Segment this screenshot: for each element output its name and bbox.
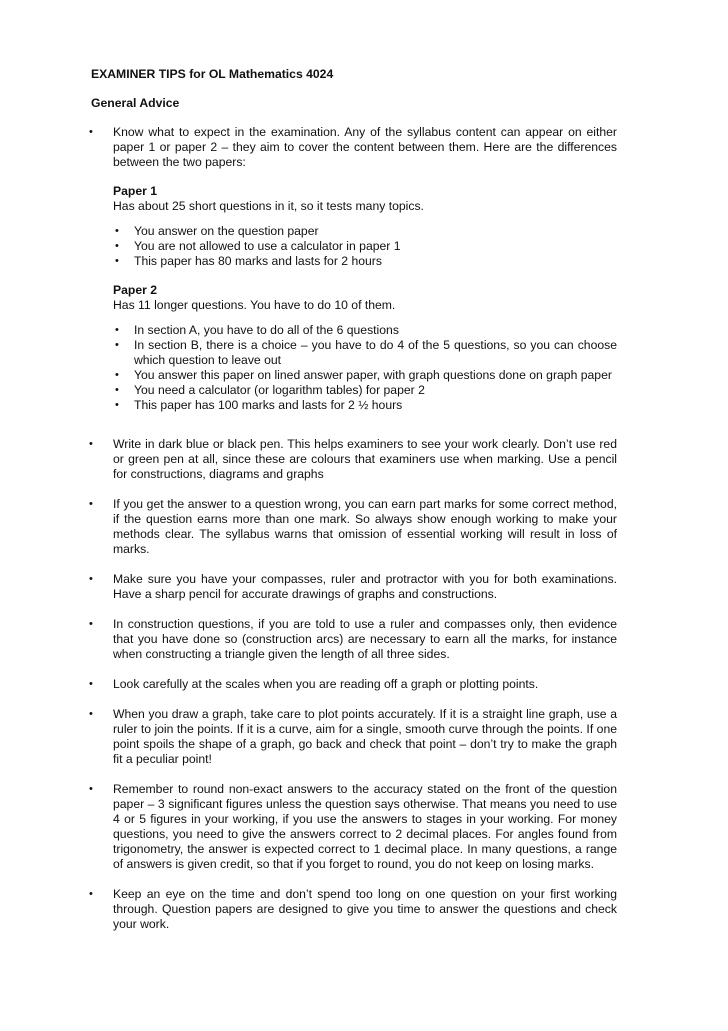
bullet-icon: • bbox=[89, 438, 93, 450]
advice-item bbox=[91, 887, 617, 932]
advice-item bbox=[91, 707, 617, 767]
list-item-text: You answer on the question paper bbox=[134, 224, 319, 238]
paper-points-list bbox=[113, 323, 617, 413]
list-item bbox=[113, 338, 617, 368]
advice-item bbox=[91, 782, 617, 872]
advice-item bbox=[91, 617, 617, 662]
advice-text: If you get the answer to a question wrong, you can earn part marks for some correct method, if the question earns more than one mark. So always show enough working to make your methods clear. The syllabus warns that omission of essential working will result in loss of marks. bbox=[113, 497, 617, 556]
list-item-text: In section B, there is a choice – you have to do 4 of the 5 questions, so you can choose which question to leave out bbox=[134, 338, 617, 367]
bullet-icon: • bbox=[89, 573, 93, 585]
advice-text: Keep an eye on the time and don’t spend too long on one question on your first working through. Question papers are designed to give you time to answer the questions and check your work. bbox=[113, 887, 617, 931]
bullet-icon: • bbox=[115, 225, 119, 237]
advice-text: Remember to round non-exact answers to the accuracy stated on the front of the question paper – 3 significant figures unless the question says otherwise. That means you need to use 4 or 5 figures in your working, if you use the answers to stages in your working. For money questions, you need to give the answers correct to 2 decimal places. For angles found from trigonometry, the answer is expected correct to 1 decimal place. In many questions, a range of answers is given credit, so that if you forget to round, you do not keep on losing marks. bbox=[113, 782, 617, 871]
advice-item bbox=[91, 677, 617, 692]
advice-text: Make sure you have your compasses, ruler and protractor with you for both examinations. Have a sharp pencil for accurate drawings of graphs and constructions. bbox=[113, 572, 617, 601]
list-item bbox=[113, 254, 617, 269]
paper-intro: Has 11 longer questions. You have to do 10 of them. bbox=[113, 298, 396, 312]
bullet-icon: • bbox=[115, 339, 119, 351]
list-item-text: This paper has 80 marks and lasts for 2 hours bbox=[134, 254, 382, 268]
list-item bbox=[113, 239, 617, 254]
list-item bbox=[113, 323, 617, 338]
bullet-icon: • bbox=[89, 618, 93, 630]
bullet-icon: • bbox=[115, 369, 119, 381]
paper-heading: Paper 2 bbox=[113, 283, 158, 297]
list-item bbox=[113, 383, 617, 398]
bullet-icon: • bbox=[89, 783, 93, 795]
advice-text: Know what to expect in the examination. Any of the syllabus content can appear on either paper 1 or paper 2 – they aim to cover the content between them. Here are the differences between the two papers: bbox=[113, 125, 617, 169]
paper-heading: Paper 1 bbox=[113, 184, 158, 198]
advice-item bbox=[91, 437, 617, 482]
bullet-icon: • bbox=[115, 240, 119, 252]
list-item-text: You are not allowed to use a calculator in paper 1 bbox=[134, 239, 401, 253]
list-item-text: This paper has 100 marks and lasts for 2 ½ hours bbox=[134, 398, 403, 412]
bullet-icon: • bbox=[89, 126, 93, 138]
list-item bbox=[113, 368, 617, 383]
advice-item bbox=[91, 497, 617, 557]
bullet-icon: • bbox=[89, 708, 93, 720]
bullet-icon: • bbox=[115, 399, 119, 411]
advice-text: Write in dark blue or black pen. This helps examiners to see your work clearly. Don’t use red or green pen at all, since these are colours that examiners use when marking. Use a pencil for constructions, diagrams and graphs bbox=[113, 437, 617, 481]
paper-intro: Has about 25 short questions in it, so it tests many topics. bbox=[113, 199, 424, 213]
advice-item bbox=[91, 125, 617, 413]
list-item-text: In section A, you have to do all of the 6 questions bbox=[134, 323, 399, 337]
list-item-text: You answer this paper on lined answer paper, with graph questions done on graph paper bbox=[134, 368, 612, 382]
paper-points-list bbox=[113, 224, 617, 269]
advice-item bbox=[91, 572, 617, 602]
bullet-icon: • bbox=[115, 255, 119, 267]
advice-text: In construction questions, if you are told to use a ruler and compasses only, then evidence that you have done so (construction arcs) are necessary to earn all the marks, for instance when constructing a triangle given the length of all three sides. bbox=[113, 617, 617, 661]
bullet-icon: • bbox=[89, 888, 93, 900]
bullet-icon: • bbox=[115, 324, 119, 336]
bullet-icon: • bbox=[115, 384, 119, 396]
list-item-text: You need a calculator (or logarithm tables) for paper 2 bbox=[134, 383, 425, 397]
bullet-icon: • bbox=[89, 678, 93, 690]
document-title: EXAMINER TIPS for OL Mathematics 4024 bbox=[91, 67, 334, 81]
bullet-icon: • bbox=[89, 498, 93, 510]
list-item bbox=[113, 224, 617, 239]
advice-text: When you draw a graph, take care to plot points accurately. If it is a straight line graph, use a ruler to join the points. If it is a curve, aim for a single, smooth curve through the points. If one point spoils the shape of a graph, go back and check that point – don’t try to make the graph fit a peculiar point! bbox=[113, 707, 617, 766]
advice-text: Look carefully at the scales when you are reading off a graph or plotting points. bbox=[113, 677, 539, 691]
section-heading: General Advice bbox=[91, 96, 180, 110]
list-item bbox=[113, 398, 617, 413]
